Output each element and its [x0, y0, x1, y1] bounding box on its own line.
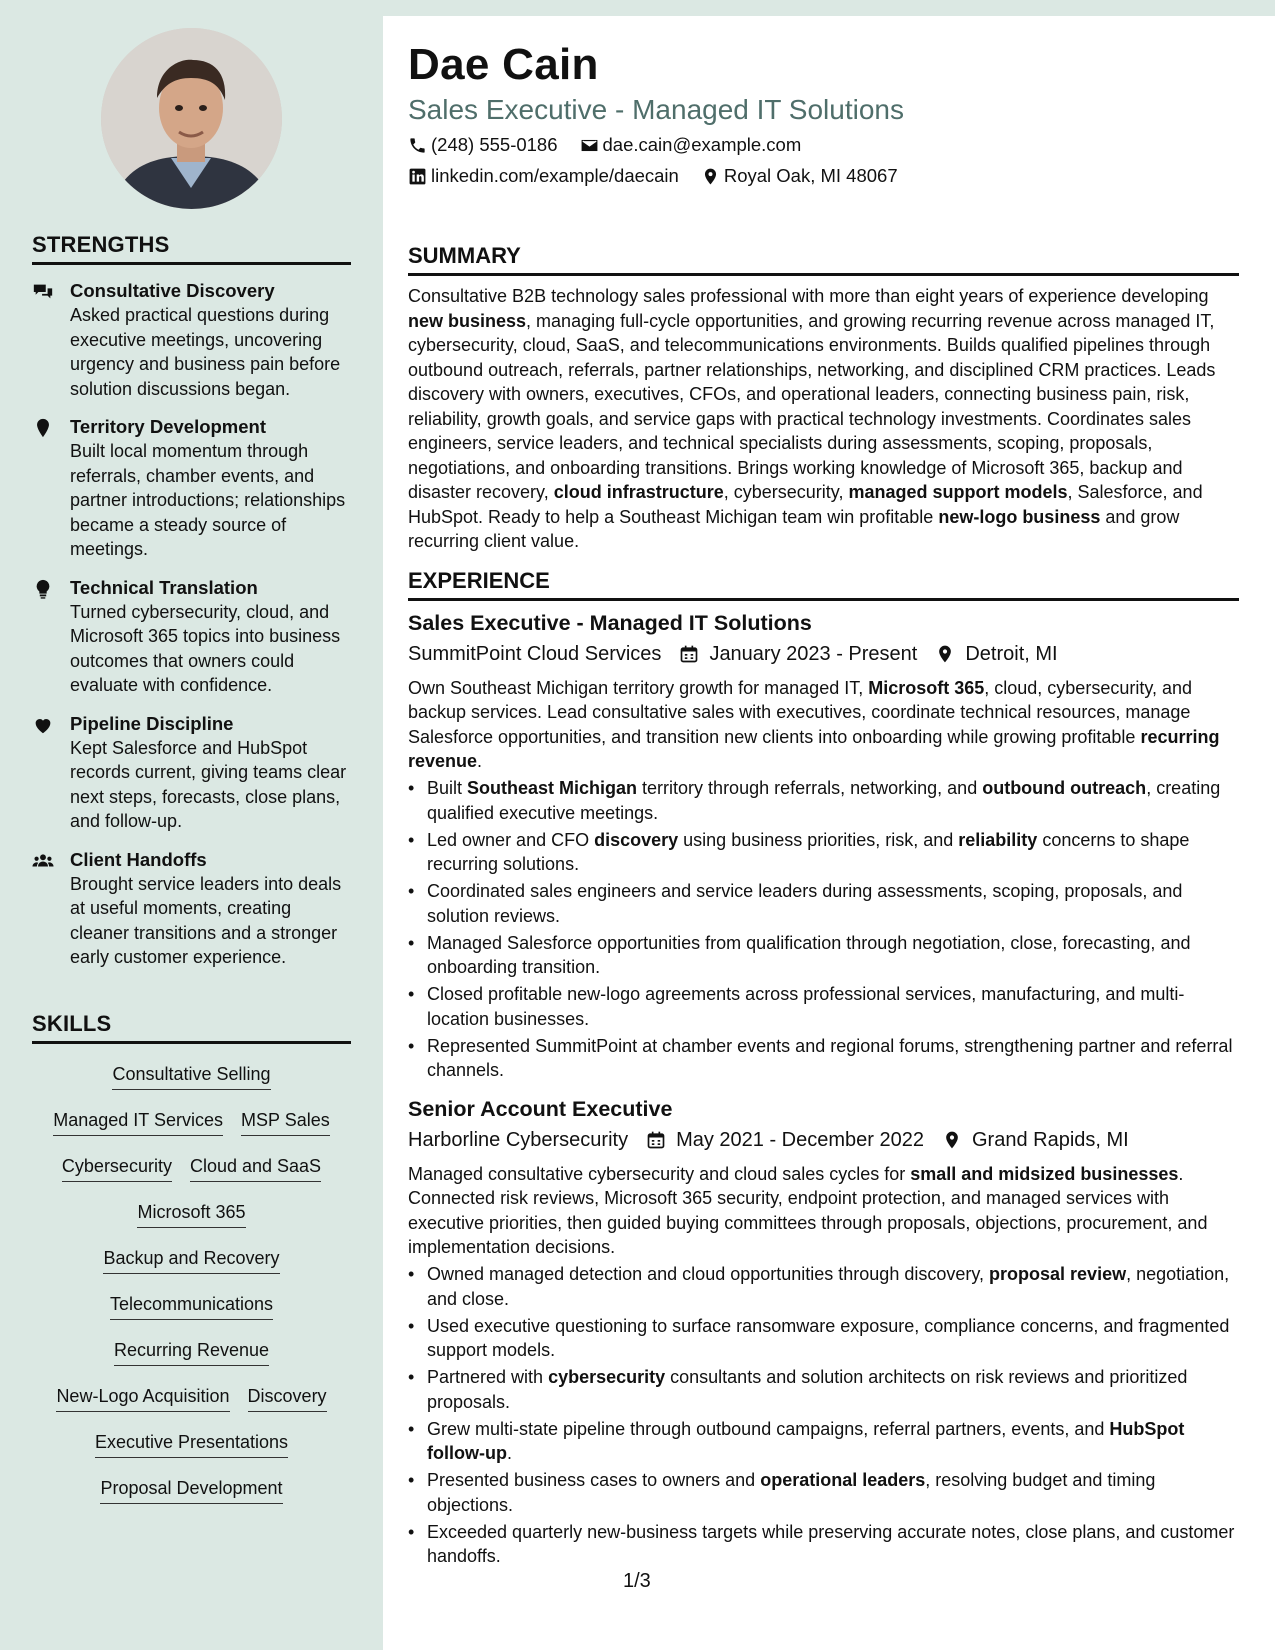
- location-text: Grand Rapids, MI: [972, 1128, 1129, 1151]
- text-segment: and grow recurring client value.: [408, 506, 1180, 551]
- job-dates: [679, 643, 917, 666]
- page-number: 1/3: [623, 1570, 651, 1592]
- text-segment: .: [477, 751, 483, 771]
- experience-title: EXPERIENCE: [408, 568, 1239, 601]
- strength-icon-wrap: [32, 415, 70, 562]
- list-item: [408, 1468, 1239, 1517]
- text-segment: .: [506, 1443, 512, 1463]
- comments-icon: [32, 281, 54, 303]
- bold-text: Southeast Michigan: [467, 778, 638, 798]
- text-segment: , cybersecurity,: [723, 482, 849, 502]
- bold-text: operational leaders: [760, 1470, 926, 1490]
- strength-title: Pipeline Discipline: [70, 712, 234, 734]
- job-meta: [408, 1129, 1239, 1152]
- job-title: Senior Account Executive: [408, 1096, 673, 1121]
- skill-row: [32, 1194, 351, 1240]
- candidate-name: Dae Cain: [408, 40, 599, 89]
- bold-text: small and midsized businesses: [910, 1163, 1179, 1184]
- linkedin-text: linkedin.com/example/daecain: [431, 165, 679, 186]
- strength-icon-wrap: [32, 279, 70, 401]
- strength-desc: Kept Salesforce and HubSpot records current, giving teams clear next steps, forecasts, close plans, and follow-up.: [70, 737, 347, 831]
- strength-item: [32, 576, 351, 698]
- skill-row: [32, 1286, 351, 1332]
- map-pin-icon: [701, 167, 720, 186]
- main-content: [408, 243, 1239, 1569]
- skill-tag: MSP Sales: [241, 1108, 330, 1136]
- text-segment: Own Southeast Michigan territory growth for managed IT,: [408, 677, 869, 698]
- linkedin-contact[interactable]: [408, 165, 679, 187]
- list-item: [408, 931, 1239, 980]
- list-item: [408, 828, 1239, 877]
- text-segment: Partnered with: [427, 1367, 549, 1387]
- strength-text: [70, 712, 351, 834]
- job-location: [942, 1129, 1129, 1152]
- lightbulb-icon: [32, 578, 54, 600]
- text-segment: Represented SummitPoint at chamber events and regional forums, strengthening partner and referral channels.: [427, 1035, 1233, 1080]
- job-meta: [408, 643, 1239, 666]
- strength-text: [70, 415, 351, 562]
- skills-section: [32, 1011, 351, 1516]
- phone-text: (248) 555-0186: [431, 134, 558, 155]
- skill-tag: Telecommunications: [110, 1292, 273, 1320]
- location-contact: [701, 165, 898, 187]
- list-item: [408, 776, 1239, 825]
- strength-title: Consultative Discovery: [70, 280, 275, 301]
- strength-icon-wrap: [32, 712, 70, 834]
- envelope-icon: [580, 136, 599, 155]
- text-segment: Grew multi-state pipeline through outbound campaigns, referral partners, events, and: [427, 1418, 1110, 1439]
- job-intro: [408, 1162, 1239, 1260]
- strength-desc: Turned cybersecurity, cloud, and Microsoft 365 topics into business outcomes that owners could evaluate with confidence.: [70, 601, 341, 695]
- dates-text: May 2021 - December 2022: [676, 1128, 924, 1151]
- strength-item: [32, 848, 351, 970]
- strength-title: Territory Development: [70, 416, 267, 437]
- text-segment: , creating qualified executive meetings.: [427, 778, 1221, 823]
- text-segment: consultants and solution architects on risk reviews and prioritized proposals.: [427, 1367, 1188, 1412]
- strength-text: [70, 576, 351, 698]
- skill-row: [32, 1240, 351, 1286]
- text-segment: Coordinated sales engineers and service leaders during assessments, scoping, proposals, and solution reviews.: [427, 881, 1183, 926]
- skill-row: [32, 1332, 351, 1378]
- strength-text: [70, 848, 351, 970]
- bold-text: cybersecurity: [548, 1367, 666, 1387]
- skill-row: [32, 1470, 351, 1516]
- strength-text: [70, 279, 351, 401]
- strength-item: [32, 712, 351, 834]
- summary-text: [408, 284, 1239, 554]
- linkedin-icon: [408, 167, 427, 186]
- email-text: dae.cain@example.com: [602, 134, 802, 155]
- strengths-section: [32, 232, 351, 970]
- text-segment: Led owner and CFO: [427, 829, 595, 850]
- phone-contact: [408, 134, 558, 156]
- strength-icon-wrap: [32, 576, 70, 698]
- skill-tag: Recurring Revenue: [114, 1338, 269, 1366]
- experience-list: [408, 611, 1239, 1569]
- skill-tag: New-Logo Acquisition: [56, 1384, 229, 1412]
- job-title: Sales Executive - Managed IT Solutions: [408, 610, 812, 635]
- skill-tag: Discovery: [248, 1384, 327, 1412]
- job-bullets: [408, 776, 1239, 1083]
- skill-tag: Backup and Recovery: [103, 1246, 279, 1274]
- contact-row-2: [408, 165, 920, 187]
- text-segment: , negotiation, and close.: [427, 1264, 1230, 1309]
- bold-text: new business: [408, 310, 527, 331]
- strength-title: Client Handoffs: [70, 848, 207, 870]
- text-segment: , resolving budget and timing objections.: [427, 1470, 1156, 1515]
- text-segment: Owned managed detection and cloud opportunities through discovery,: [427, 1264, 990, 1284]
- users-icon: [32, 850, 54, 872]
- heart-icon: [32, 714, 54, 736]
- skill-row: [32, 1378, 351, 1424]
- list-item: [408, 879, 1239, 928]
- bold-text: managed support models: [848, 482, 1068, 502]
- candidate-role: Sales Executive - Managed IT Solutions: [408, 94, 904, 125]
- skill-row: [32, 1424, 351, 1470]
- strength-item: [32, 415, 351, 562]
- strength-item: [32, 279, 351, 401]
- job-dates: [646, 1129, 924, 1152]
- text-segment: Exceeded quarterly new-business targets while preserving accurate notes, close plans, and customer handoffs.: [427, 1521, 1235, 1566]
- text-segment: concerns to shape recurring solutions.: [427, 829, 1190, 874]
- text-segment: Managed Salesforce opportunities from qualification through negotiation, close, forecasting, and onboarding transition.: [427, 932, 1191, 977]
- strength-icon-wrap: [32, 848, 70, 970]
- job-bullets: [408, 1262, 1239, 1569]
- profile-photo: [101, 28, 282, 209]
- text-segment: Presented business cases to owners and: [427, 1470, 761, 1490]
- strength-desc: Asked practical questions during executive meetings, uncovering urgency and business pain before solution discussions began.: [70, 305, 341, 399]
- bold-text: proposal review: [989, 1264, 1127, 1284]
- bold-text: HubSpot follow-up: [427, 1418, 1185, 1463]
- list-item: [408, 982, 1239, 1031]
- job-intro: [408, 676, 1239, 774]
- list-item: [408, 1520, 1239, 1569]
- map-pin-icon: [935, 644, 955, 664]
- text-segment: , managing full-cycle opportunities, and growing recurring revenue across managed IT, cybersecurity, cloud, SaaS, and telecommunications environments. Builds qualified pipelines through outbound outreach, referrals, partner relationships, networking, and disciplined CRM practices. Leads discovery with owners, executives, CFOs, and operational leaders, connecting business pain, risk, reliability, growth goals, and service gaps with practical technology investments. Coordinates sales engineers, service leaders, and technical specialists during assessments, scoping, proposals, negotiations, and onboarding transitions. Brings working knowledge of Microsoft 365, backup and disaster recovery,: [408, 310, 1216, 502]
- skill-tag: Cloud and SaaS: [190, 1154, 321, 1182]
- skills-title: SKILLS: [32, 1011, 351, 1044]
- skill-row: [32, 1102, 351, 1148]
- skill-tag: Consultative Selling: [112, 1062, 270, 1090]
- summary-title: SUMMARY: [408, 243, 1239, 276]
- skill-row: [32, 1148, 351, 1194]
- bold-text: Microsoft 365: [868, 677, 985, 698]
- strengths-list: [32, 279, 351, 970]
- bold-text: new-logo business: [938, 506, 1101, 527]
- bold-text: discovery: [594, 829, 679, 850]
- dates-text: January 2023 - Present: [709, 642, 918, 665]
- strength-desc: Built local momentum through referrals, chamber events, and partner introductions; relationships became a steady source of meetings.: [70, 441, 346, 559]
- job-entry: [408, 1097, 1239, 1569]
- text-segment: , cloud, cybersecurity, and backup services. Lead consultative sales with executives, coordinate technical resources, manage Salesforce opportunities, and transition new clients into onboarding while growing profitable: [408, 677, 1193, 747]
- list-item: [408, 1262, 1239, 1311]
- text-segment: Closed profitable new-logo agreements across professional services, manufacturing, and multi-location businesses.: [427, 984, 1185, 1029]
- skill-tag: Microsoft 365: [137, 1200, 245, 1228]
- bold-text: cloud infrastructure: [553, 482, 724, 502]
- text-segment: territory through referrals, networking, and: [637, 778, 983, 798]
- text-segment: Built: [427, 778, 468, 798]
- text-segment: , Salesforce, and HubSpot. Ready to help a Southeast Michigan team win profitable: [408, 482, 1203, 527]
- email-contact[interactable]: [580, 134, 802, 156]
- text-segment: Used executive questioning to surface ransomware exposure, compliance concerns, and fragmented support models.: [427, 1315, 1230, 1360]
- skill-tag: Proposal Development: [100, 1476, 282, 1504]
- skill-tag: Executive Presentations: [95, 1430, 288, 1458]
- company: SummitPoint Cloud Services: [408, 642, 662, 665]
- list-item: [408, 1314, 1239, 1363]
- calendar-icon: [646, 1130, 666, 1150]
- bold-text: outbound outreach: [982, 778, 1147, 798]
- bold-text: recurring revenue: [408, 726, 1220, 771]
- location-text: Detroit, MI: [965, 642, 1058, 665]
- text-segment: . Connected risk reviews, Microsoft 365 security, endpoint protection, and managed services with executive priorities, then guided buying committees through proposals, objections, procurement, and implementation decisions.: [408, 1163, 1208, 1257]
- company: Harborline Cybersecurity: [408, 1128, 629, 1151]
- skill-tag: Cybersecurity: [62, 1154, 172, 1182]
- list-item: [408, 1417, 1239, 1466]
- contact-row-1: [408, 134, 823, 156]
- job-entry: [408, 611, 1239, 1083]
- map-pin-icon: [32, 417, 54, 439]
- strengths-title: STRENGTHS: [32, 232, 351, 265]
- text-segment: using business priorities, risk, and: [678, 829, 959, 850]
- skill-tag: Managed IT Services: [53, 1108, 223, 1136]
- map-pin-icon: [942, 1130, 962, 1150]
- text-segment: Consultative B2B technology sales professional with more than eight years of experience developing: [408, 286, 1209, 306]
- strength-desc: Brought service leaders into deals at useful moments, creating cleaner transitions and a stronger early customer experience.: [70, 873, 342, 967]
- text-segment: Managed consultative cybersecurity and cloud sales cycles for: [408, 1163, 911, 1184]
- location-text: Royal Oak, MI 48067: [723, 165, 898, 186]
- skill-row: [32, 1056, 351, 1102]
- calendar-icon: [679, 644, 699, 664]
- phone-icon: [408, 136, 427, 155]
- list-item: [408, 1365, 1239, 1414]
- bold-text: reliability: [958, 829, 1038, 850]
- skills-list: [32, 1056, 351, 1516]
- job-location: [935, 643, 1057, 666]
- list-item: [408, 1034, 1239, 1083]
- strength-title: Technical Translation: [70, 576, 258, 598]
